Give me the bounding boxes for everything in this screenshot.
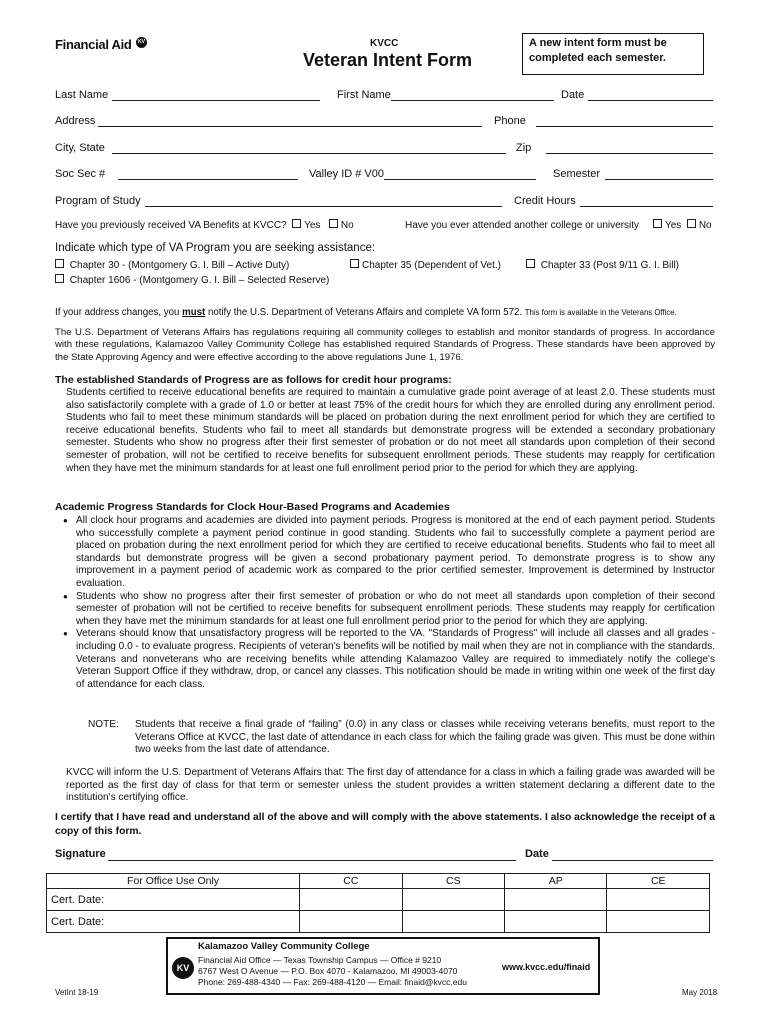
clock-bullet-1: [61, 515, 715, 591]
office-table-header: [47, 874, 710, 889]
office-table-row: [47, 911, 710, 933]
semester-label: Semester: [553, 168, 601, 180]
signature-field[interactable]: [108, 859, 516, 861]
phone-field[interactable]: [536, 125, 713, 127]
first-name-field[interactable]: [391, 99, 554, 101]
zip-field[interactable]: [546, 152, 713, 154]
page-title: Veteran Intent Form: [303, 50, 473, 70]
clock-bullet-3-text: Veterans should know that unsatisfactory progress will be reported to the VA. "Standards of Progress" will include all classes and all grades - including 0.0 - to evaluate progress. Recipients of veteran's benefits will be notified by mail when they are not in compliance with the standards. Veterans and nonveterans who are receiving benefits while attending Kalamazoo Valley are required to immediately notify the college's Veteran Support Office if they withdraw, drop, or cancel any classes. This notification should be made in writing within one week of the first day of attendance for each class.: [76, 628, 715, 690]
clock-standards-heading: Academic Progress Standards for Clock Hour-Based Programs and Academies: [55, 501, 450, 513]
clock-bullet-2-text: Students who show no progress after their first semester of probation or who do not meet all standards upon completion of their second semester of probation will not be certified to receive benefits for subsequent enrollment periods. These students may reapply for certification when they have met the minimum standards for at least one full enrollment period prior to the period for which they are applying.: [76, 590, 715, 627]
cert-date-label: Cert. Date:: [47, 889, 300, 911]
note-text: Students that receive a final grade of “failing” (0.0) in any class or classes while receiving veterans benefits, must report to the Veterans Office at KVCC, the last date of attendance in each class for which the failing grade was given. This must be done within two weeks from the last date of attendance.: [135, 719, 715, 756]
city-state-label: City, State: [55, 142, 105, 154]
intro-paragraph: The U.S. Department of Veterans Affairs has regulations requiring all community colleges to establish and monitor standards of progress. In accordance with these regulations, Kalamazoo Valley Community College has established required Standards of Progress. These standards have been approved by the State Approving Agency and were effective according to the above regulations June 1, 1976.: [55, 327, 715, 363]
logo-text: Financial Aid: [55, 37, 132, 52]
address-field[interactable]: [98, 125, 482, 127]
chapter1606-label: Chapter 1606 - (Montgomery G. I. Bill – Selected Reserve): [69, 275, 330, 286]
kvcc-inform-paragraph: KVCC will inform the U.S. Department of Veterans Affairs that: The first day of attendance for a class in which a failing grade was awarded will be reported as the first day of class for that term or semester unless the student provides a written statement declaring a different date to the institution's certifying office.: [66, 767, 715, 804]
address-label: Address: [55, 115, 96, 127]
yes-label: Yes: [664, 220, 682, 231]
financial-aid-logo: [55, 36, 147, 54]
form-code: VetInt 18-19: [55, 988, 99, 997]
ap-cell[interactable]: [505, 889, 607, 911]
semester-notice: A new intent form must be completed each semester.: [529, 37, 667, 64]
yes-label: Yes: [304, 220, 321, 231]
footer-line-3: Phone: 269-488-4340 — Fax: 269-488-4120 — Email: finaid@kvcc.edu: [198, 977, 467, 987]
cc-cell[interactable]: [300, 911, 403, 933]
clock-bullet-3: [61, 628, 715, 691]
office-header-cc: CC: [300, 874, 403, 889]
credit-hours-label: Credit Hours: [514, 195, 576, 207]
credit-standards-heading: The established Standards of Progress are as follows for credit hour programs:: [55, 374, 452, 386]
valley-id-label: Valley ID # V00: [309, 168, 385, 180]
office-header-ce: CE: [607, 874, 710, 889]
other-college-label: Have you ever attended another college or university: [405, 220, 640, 231]
footer-line-1: Financial Aid Office — Texas Township Campus — Office # 9210: [198, 955, 442, 965]
cc-cell[interactable]: [300, 889, 403, 911]
credit-standards-body: Students certified to receive educational benefits are required to maintain a cumulative grade point average of at least 2.0. These students must also satisfactorily complete with a grade of 1.0 or better at least 75% of the credit hours for which they are enrolled during any enrollment period. Students who fail to meet these minimum standards will be placed on probation during the next enrollment period for which they are certified to receive educational benefits. Students who fail to meet all standards but demonstrate progress will be extended a secondary probationary semester. Students who show no progress after their first semester of probation or do not meet all standards upon completion of their second semester of probation, will not be certified to receive benefits for subsequent enrollment periods. These students may reapply for certification when they have met the minimum standards for at least one full enrollment period prior to the period for which they are applying.: [66, 387, 715, 474]
va-option-chapter1606: [55, 274, 329, 286]
chapter30-label: Chapter 30 - (Montgomery G. I. Bill – Active Duty): [69, 260, 290, 271]
soc-sec-label: Soc Sec #: [55, 168, 106, 180]
no-label: No: [340, 220, 354, 231]
footer-website-link[interactable]: www.kvcc.edu/finaid: [502, 962, 591, 972]
program-field[interactable]: [145, 205, 502, 207]
office-header-cs: CS: [402, 874, 504, 889]
last-name-label: Last Name: [55, 89, 109, 101]
address-note-small: This form is available in the Veterans Office.: [524, 308, 677, 317]
form-revision-date: May 2018: [682, 988, 718, 997]
prev-benefits-yes-checkbox[interactable]: [292, 219, 301, 228]
program-label: Program of Study: [55, 195, 141, 207]
signature-date-field[interactable]: [552, 859, 713, 861]
signature-date-label: Date: [525, 848, 549, 860]
last-name-field[interactable]: [112, 99, 320, 101]
va-option-chapter33: [526, 259, 679, 271]
chapter30-checkbox[interactable]: [55, 259, 64, 268]
cert-date-label: Cert. Date:: [47, 911, 300, 933]
va-option-chapter35: [350, 259, 501, 271]
office-use-table: [46, 873, 710, 933]
chapter1606-checkbox[interactable]: [55, 274, 64, 283]
no-label: No: [698, 220, 712, 231]
chapter33-checkbox[interactable]: [526, 259, 535, 268]
certify-statement: I certify that I have read and understand all of the above and will comply with the above statements. I also acknowledge the receipt of a copy of this form.: [55, 812, 715, 837]
clock-standards-list: [61, 515, 715, 691]
office-table-row: [47, 889, 710, 911]
date-field[interactable]: [588, 99, 713, 101]
address-note-post: notify the U.S. Department of Veterans Affairs and complete VA form 572.: [205, 307, 523, 318]
ce-cell[interactable]: [607, 889, 710, 911]
address-note-must: must: [182, 307, 206, 318]
soc-sec-field[interactable]: [118, 178, 298, 180]
valley-id-field[interactable]: [384, 178, 536, 180]
zip-label: Zip: [516, 142, 532, 154]
city-state-field[interactable]: [112, 152, 506, 154]
other-college-yes-checkbox[interactable]: [653, 219, 662, 228]
chapter35-label: Chapter 35 (Dependent of Vet.): [362, 260, 501, 271]
prev-benefits-no-checkbox[interactable]: [329, 219, 338, 228]
clock-bullet-2: [61, 591, 715, 629]
semester-notice-box: [522, 33, 704, 75]
chapter35-checkbox[interactable]: [350, 259, 359, 268]
footer-college-name: Kalamazoo Valley Community College: [198, 941, 370, 952]
va-option-chapter30: [55, 259, 289, 271]
prev-benefits-label: Have you previously received VA Benefits at KVCC?: [55, 220, 287, 231]
semester-field[interactable]: [605, 178, 713, 180]
footer-line-2: 6767 West O Avenue — P.O. Box 4070 - Kalamazoo, MI 49003-4070: [198, 966, 458, 976]
cs-cell[interactable]: [402, 889, 504, 911]
ap-cell[interactable]: [505, 911, 607, 933]
date-label: Date: [561, 89, 585, 101]
address-note-pre: If your address changes, you: [55, 307, 183, 318]
phone-label: Phone: [494, 115, 526, 127]
prev-benefits-question: [55, 219, 354, 231]
note-label: NOTE:: [88, 719, 119, 730]
first-name-label: First Name: [337, 89, 391, 101]
credit-hours-field[interactable]: [580, 205, 713, 207]
va-program-prompt: Indicate which type of VA Program you are seeking assistance:: [55, 242, 376, 254]
kv-logo-icon: KV: [136, 37, 147, 48]
school-name: KVCC: [370, 38, 399, 49]
clock-bullet-1-text: All clock hour programs and academies are divided into payment periods. Progress is monitored at the end of each payment period. Students who successfully complete a payment period continue in good standing. Students who fail to successfully complete a payment period are placed on probation during the next enrollment period for which they are certified to receive educational benefits. Students who fail to meet all standards but demonstrate progress will be given a second probationary payment period. To demonstrate progress is to show any improvement in a payment period of academic work as compared to the prior certified semester. Improvement is determined by Instructor evaluation.: [76, 515, 715, 589]
office-header-label: For Office Use Only: [47, 874, 300, 889]
kv-footer-logo-icon: KV: [172, 957, 194, 979]
chapter33-label: Chapter 33 (Post 9/11 G. I. Bill): [540, 260, 679, 271]
office-header-ap: AP: [505, 874, 607, 889]
other-college-question: [405, 219, 712, 231]
footer-contact-box: [166, 937, 600, 995]
other-college-no-checkbox[interactable]: [687, 219, 696, 228]
signature-label: Signature: [55, 848, 106, 860]
ce-cell[interactable]: [607, 911, 710, 933]
cs-cell[interactable]: [402, 911, 504, 933]
address-change-note: [55, 307, 677, 318]
